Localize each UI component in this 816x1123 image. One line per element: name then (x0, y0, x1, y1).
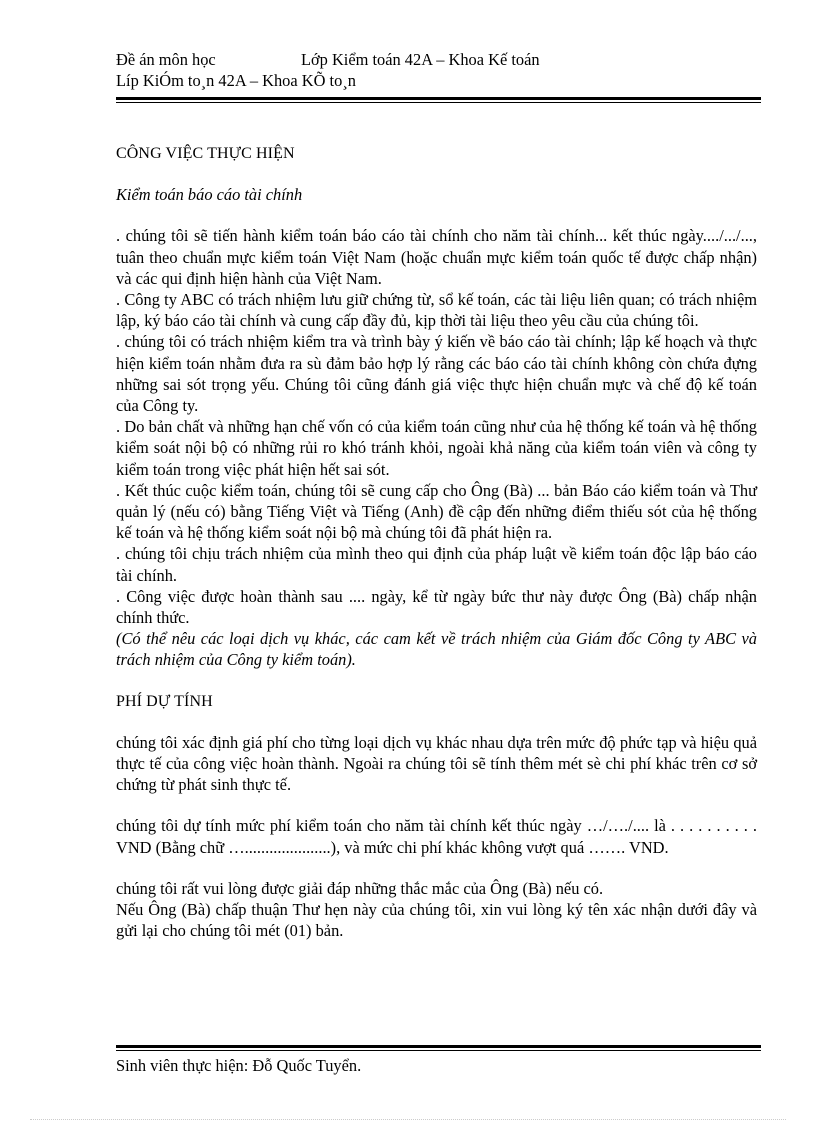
paragraph: chúng tôi rất vui lòng được giải đáp những thắc mắc của Ông (Bà) nếu có. (116, 878, 604, 898)
paragraph: . chúng tôi chịu trách nhiệm của mình theo qui định của pháp luật về kiểm toán độc lập báo cáo tài chính. (116, 544, 757, 585)
section-heading-fee: PHÍ DỰ TÍNH (116, 692, 213, 710)
footer-divider (116, 1045, 761, 1048)
page-edge-line (30, 1119, 786, 1120)
paragraph: chúng tôi xác định giá phí cho từng loại dịch vụ khác nhau dựa trên mức độ phức tạp và hiệu quả thực tế của công việc hoàn thành. Ngoài ra chúng tôi sẽ tính thêm mét sè chi phí khác trên cơ sở chứng từ phát sinh thực tế. (116, 732, 757, 795)
italic-note: (Có thể nêu các loại dịch vụ khác, các cam kết về trách nhiệm của Giám đốc Công ty ABC và trách nhiệm của Công ty kiểm toán). (116, 629, 757, 670)
paragraph: . chúng tôi có trách nhiệm kiểm tra và trình bày ý kiến về báo cáo tài chính; lập kế hoạch và thực hiện kiểm toán nhằm đưa ra sù đảm bảo hợp lý rằng các báo cáo tài chính không còn chứa đựng những sai sót trọng yếu. Chúng tôi cũng đánh giá việc thực hiện chuẩn mực và chế độ kế toán của Công ty. (116, 332, 757, 416)
paragraph: . Do bản chất và những hạn chế vốn có của kiểm toán cũng như của hệ thống kế toán và hệ thống kiểm soát nội bộ có những rủi ro khó tránh khỏi, ngoài khả năng của kiểm toán viên và công ty kiểm toán trong việc phát hiện hết sai sót. (116, 417, 757, 479)
class-label: Lớp Kiểm toán 42A – Khoa Kế toán (301, 50, 540, 69)
paragraph: . Công việc được hoàn thành sau .... ngày, kể từ ngày bức thư này được Ông (Bà) chấp nhận chính thức. (116, 586, 757, 628)
paragraph: chúng tôi dự tính mức phí kiểm toán cho năm tài chính kết thúc ngày …/…./.... là . . . . . . . . . . VND (Bằng chữ ….....................), và mức chi phí khác không vượt quá ……. VND. (116, 816, 757, 857)
header-row (116, 49, 761, 70)
paragraph: . Công ty ABC có trách nhiệm lưu giữ chứng từ, sổ kế toán, các tài liệu liên quan; có trách nhiệm lập, ký báo cáo tài chính và cung cấp đầy đủ, kịp thời tài liệu theo yêu cầu của chúng tôi. (116, 290, 757, 331)
document-body (116, 143, 757, 942)
paragraph: Nếu Ông (Bà) chấp thuận Thư hẹn này của chúng tôi, xin vui lòng ký tên xác nhận dưới đây và gửi lại cho chúng tôi mét (01) bản. (116, 900, 757, 941)
paragraph: . Kết thúc cuộc kiểm toán, chúng tôi sẽ cung cấp cho Ông (Bà) ... bản Báo cáo kiểm toán và Thư quản lý (nếu có) bằng Tiếng Việt và Tiếng (Anh) đề cập đến những điểm thiếu sót của hệ thống kế toán và hệ thống kiểm soát nội bộ mà chúng tôi đã phát hiện ra. (116, 480, 757, 543)
section-heading-work: CÔNG VIỆC THỰC HIỆN (116, 145, 295, 162)
footer-student: Sinh viên thực hiện: Đỗ Quốc Tuyển. (116, 1056, 362, 1075)
class-label-garbled: Líp KiÓm to¸n 42A – Khoa KÕ to¸n (116, 71, 356, 90)
section-subtitle: Kiểm toán báo cáo tài chính (116, 185, 303, 205)
page-header (116, 49, 761, 91)
paragraph: . chúng tôi sẽ tiến hành kiểm toán báo cáo tài chính cho năm tài chính... kết thúc ngày..../.../..., tuân theo chuẩn mực kiểm toán Việt Nam (hoặc chuẩn mực kiểm toán quốc tế được chấp nhận) và các qui định hiện hành của Việt Nam. (116, 226, 757, 288)
header-divider (116, 97, 761, 100)
course-label: Đề án môn học (116, 50, 216, 69)
